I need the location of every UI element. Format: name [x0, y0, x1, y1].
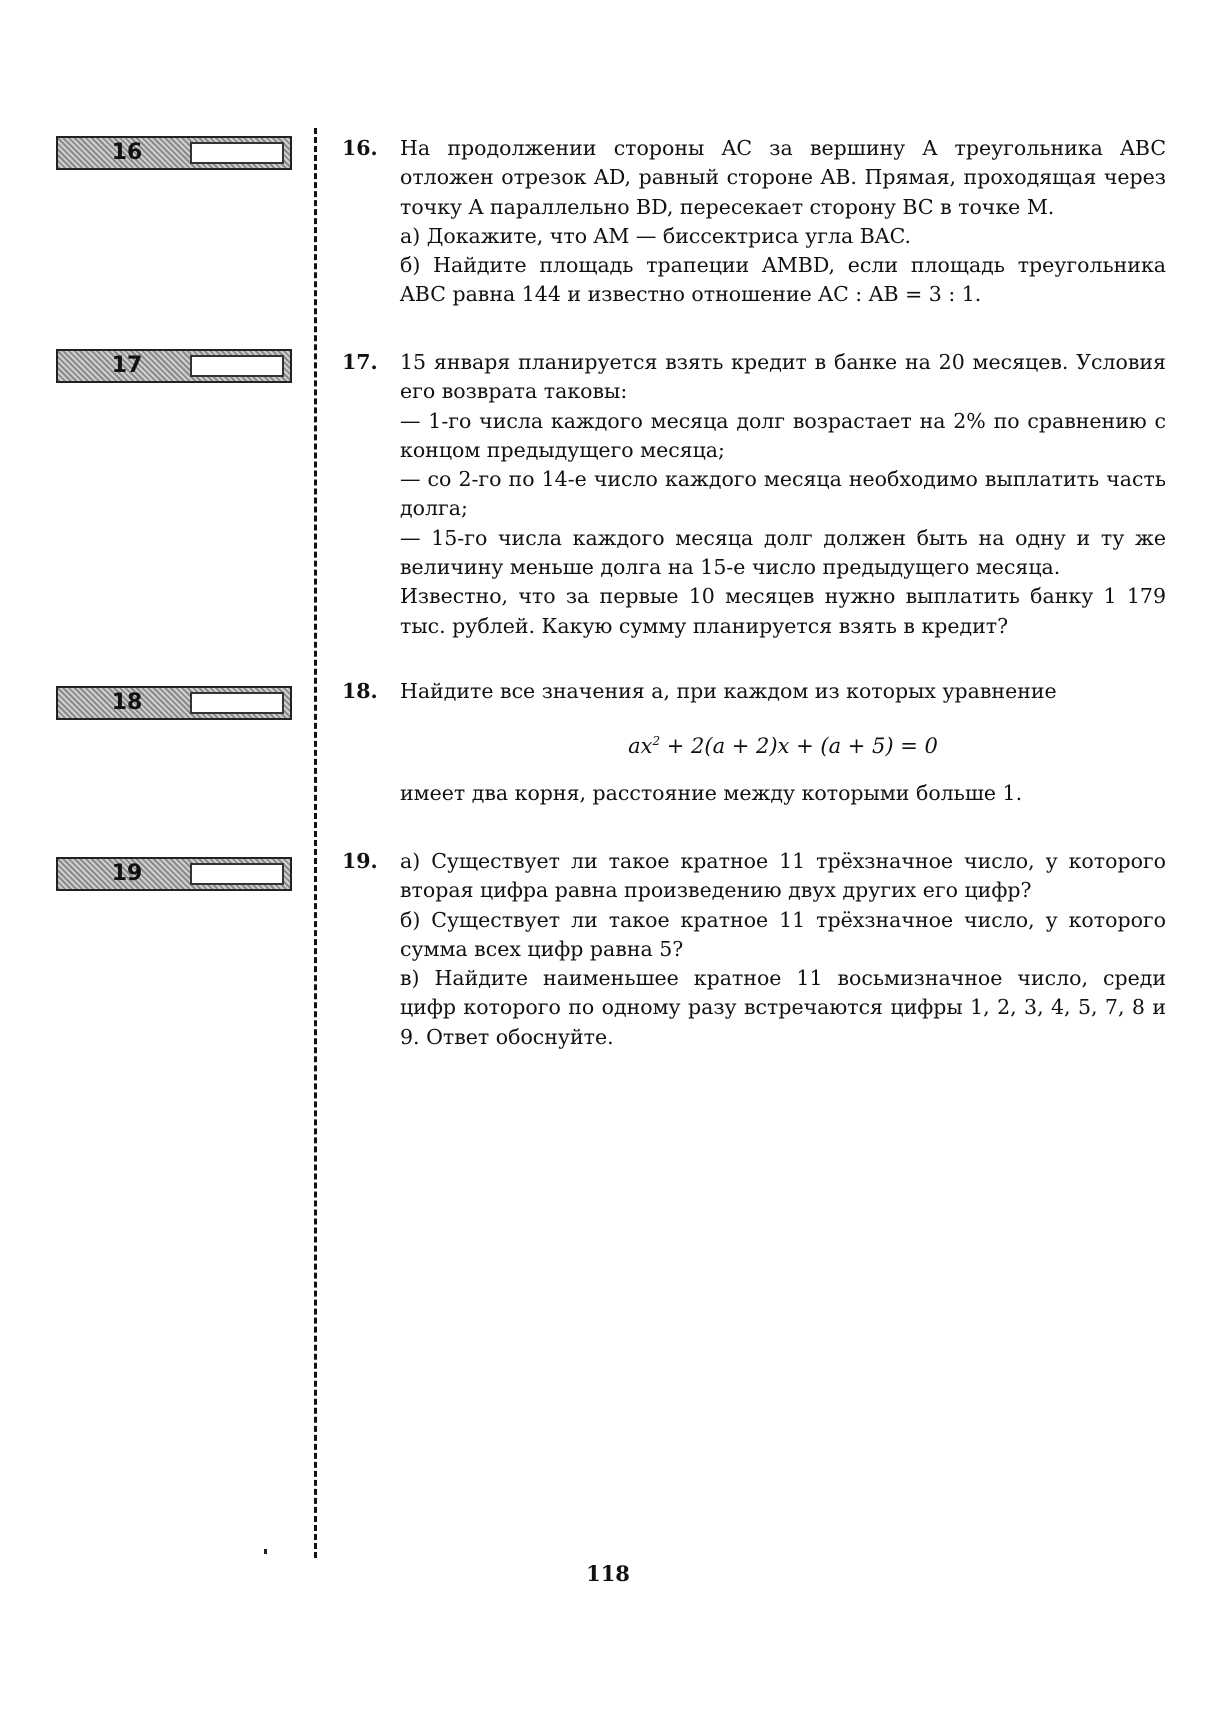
answer-box-label: 19	[111, 861, 143, 886]
equation	[400, 726, 1166, 761]
task-number: 18.	[342, 679, 378, 703]
answer-box-19	[56, 857, 292, 891]
task-number: 16.	[342, 136, 378, 160]
task-text: — 15-го числа каждого месяца долг должен быть на одну и ту же величину меньше долга на 15-е число предыдущего месяца.	[400, 525, 1166, 580]
task-text: б) Существует ли такое кратное 11 трёхзначное число, у которого сумма всех цифр равна 5?	[400, 907, 1166, 961]
task-18	[342, 677, 1166, 809]
task-text: в) Найдите наименьшее кратное 11 восьмизначное число, среди цифр которого по одному разу встречаются цифры 1, 2, 3, 4, 5, 7, 8 и 9. Ответ обоснуйте.	[400, 966, 1166, 1049]
equation-right: + 2(a + 2)x + (a + 5) = 0	[660, 734, 938, 759]
task-number: 19.	[342, 849, 378, 873]
task-text: 15 января планируется взять кредит в банке на 20 месяцев. Условия его возврата таковы:	[400, 350, 1166, 404]
task-text: Известно, что за первые 10 месяцев нужно выплатить банку 1 179 тыс. рублей. Какую сумму планируется взять в кредит?	[400, 584, 1166, 638]
equation-left: ax	[628, 734, 653, 759]
equation-exponent: 2	[652, 734, 661, 749]
answer-box-label: 17	[111, 353, 143, 378]
task-text: — 1-го числа каждого месяца долг возрастает на 2% по сравнению с концом предыдущего месяца;	[400, 408, 1166, 462]
margin-dot	[264, 1549, 267, 1554]
answer-box-label: 16	[111, 140, 143, 165]
task-text: а) Существует ли такое кратное 11 трёхзначное число, у которого вторая цифра равна произведению двух других его цифр?	[400, 849, 1166, 903]
answer-field[interactable]	[190, 142, 284, 164]
task-text: а) Докажите, что AM — биссектриса угла BAC.	[400, 223, 912, 248]
cut-line	[314, 128, 317, 1558]
answer-box-label: 18	[111, 690, 143, 715]
answer-box-17	[56, 349, 292, 383]
page-number: 118	[586, 1561, 630, 1586]
answer-field[interactable]	[190, 355, 284, 377]
answer-box-16	[56, 136, 292, 170]
task-text: б) Найдите площадь трапеции AMBD, если площадь треугольника ABC равна 144 и известно отношение AC : AB = 3 : 1.	[400, 253, 1166, 307]
task-16	[342, 134, 1166, 310]
answer-box-18	[56, 686, 292, 720]
answer-field[interactable]	[190, 692, 284, 714]
task-17	[342, 348, 1166, 641]
task-text: На продолжении стороны AC за вершину A треугольника ABC отложен отрезок AD, равный стороне AB. Прямая, проходящая через точку A параллельно BD, пересекает сторону BC в точке M.	[400, 136, 1166, 219]
task-number: 17.	[342, 350, 378, 374]
task-text: — со 2-го по 14-е число каждого месяца необходимо выплатить часть долга;	[400, 467, 1166, 521]
task-text: имеет два корня, расстояние между которыми больше 1.	[400, 781, 1023, 806]
answer-field[interactable]	[190, 863, 284, 885]
task-text: Найдите все значения a, при каждом из которых уравнение	[400, 679, 1057, 703]
task-19	[342, 847, 1166, 1052]
